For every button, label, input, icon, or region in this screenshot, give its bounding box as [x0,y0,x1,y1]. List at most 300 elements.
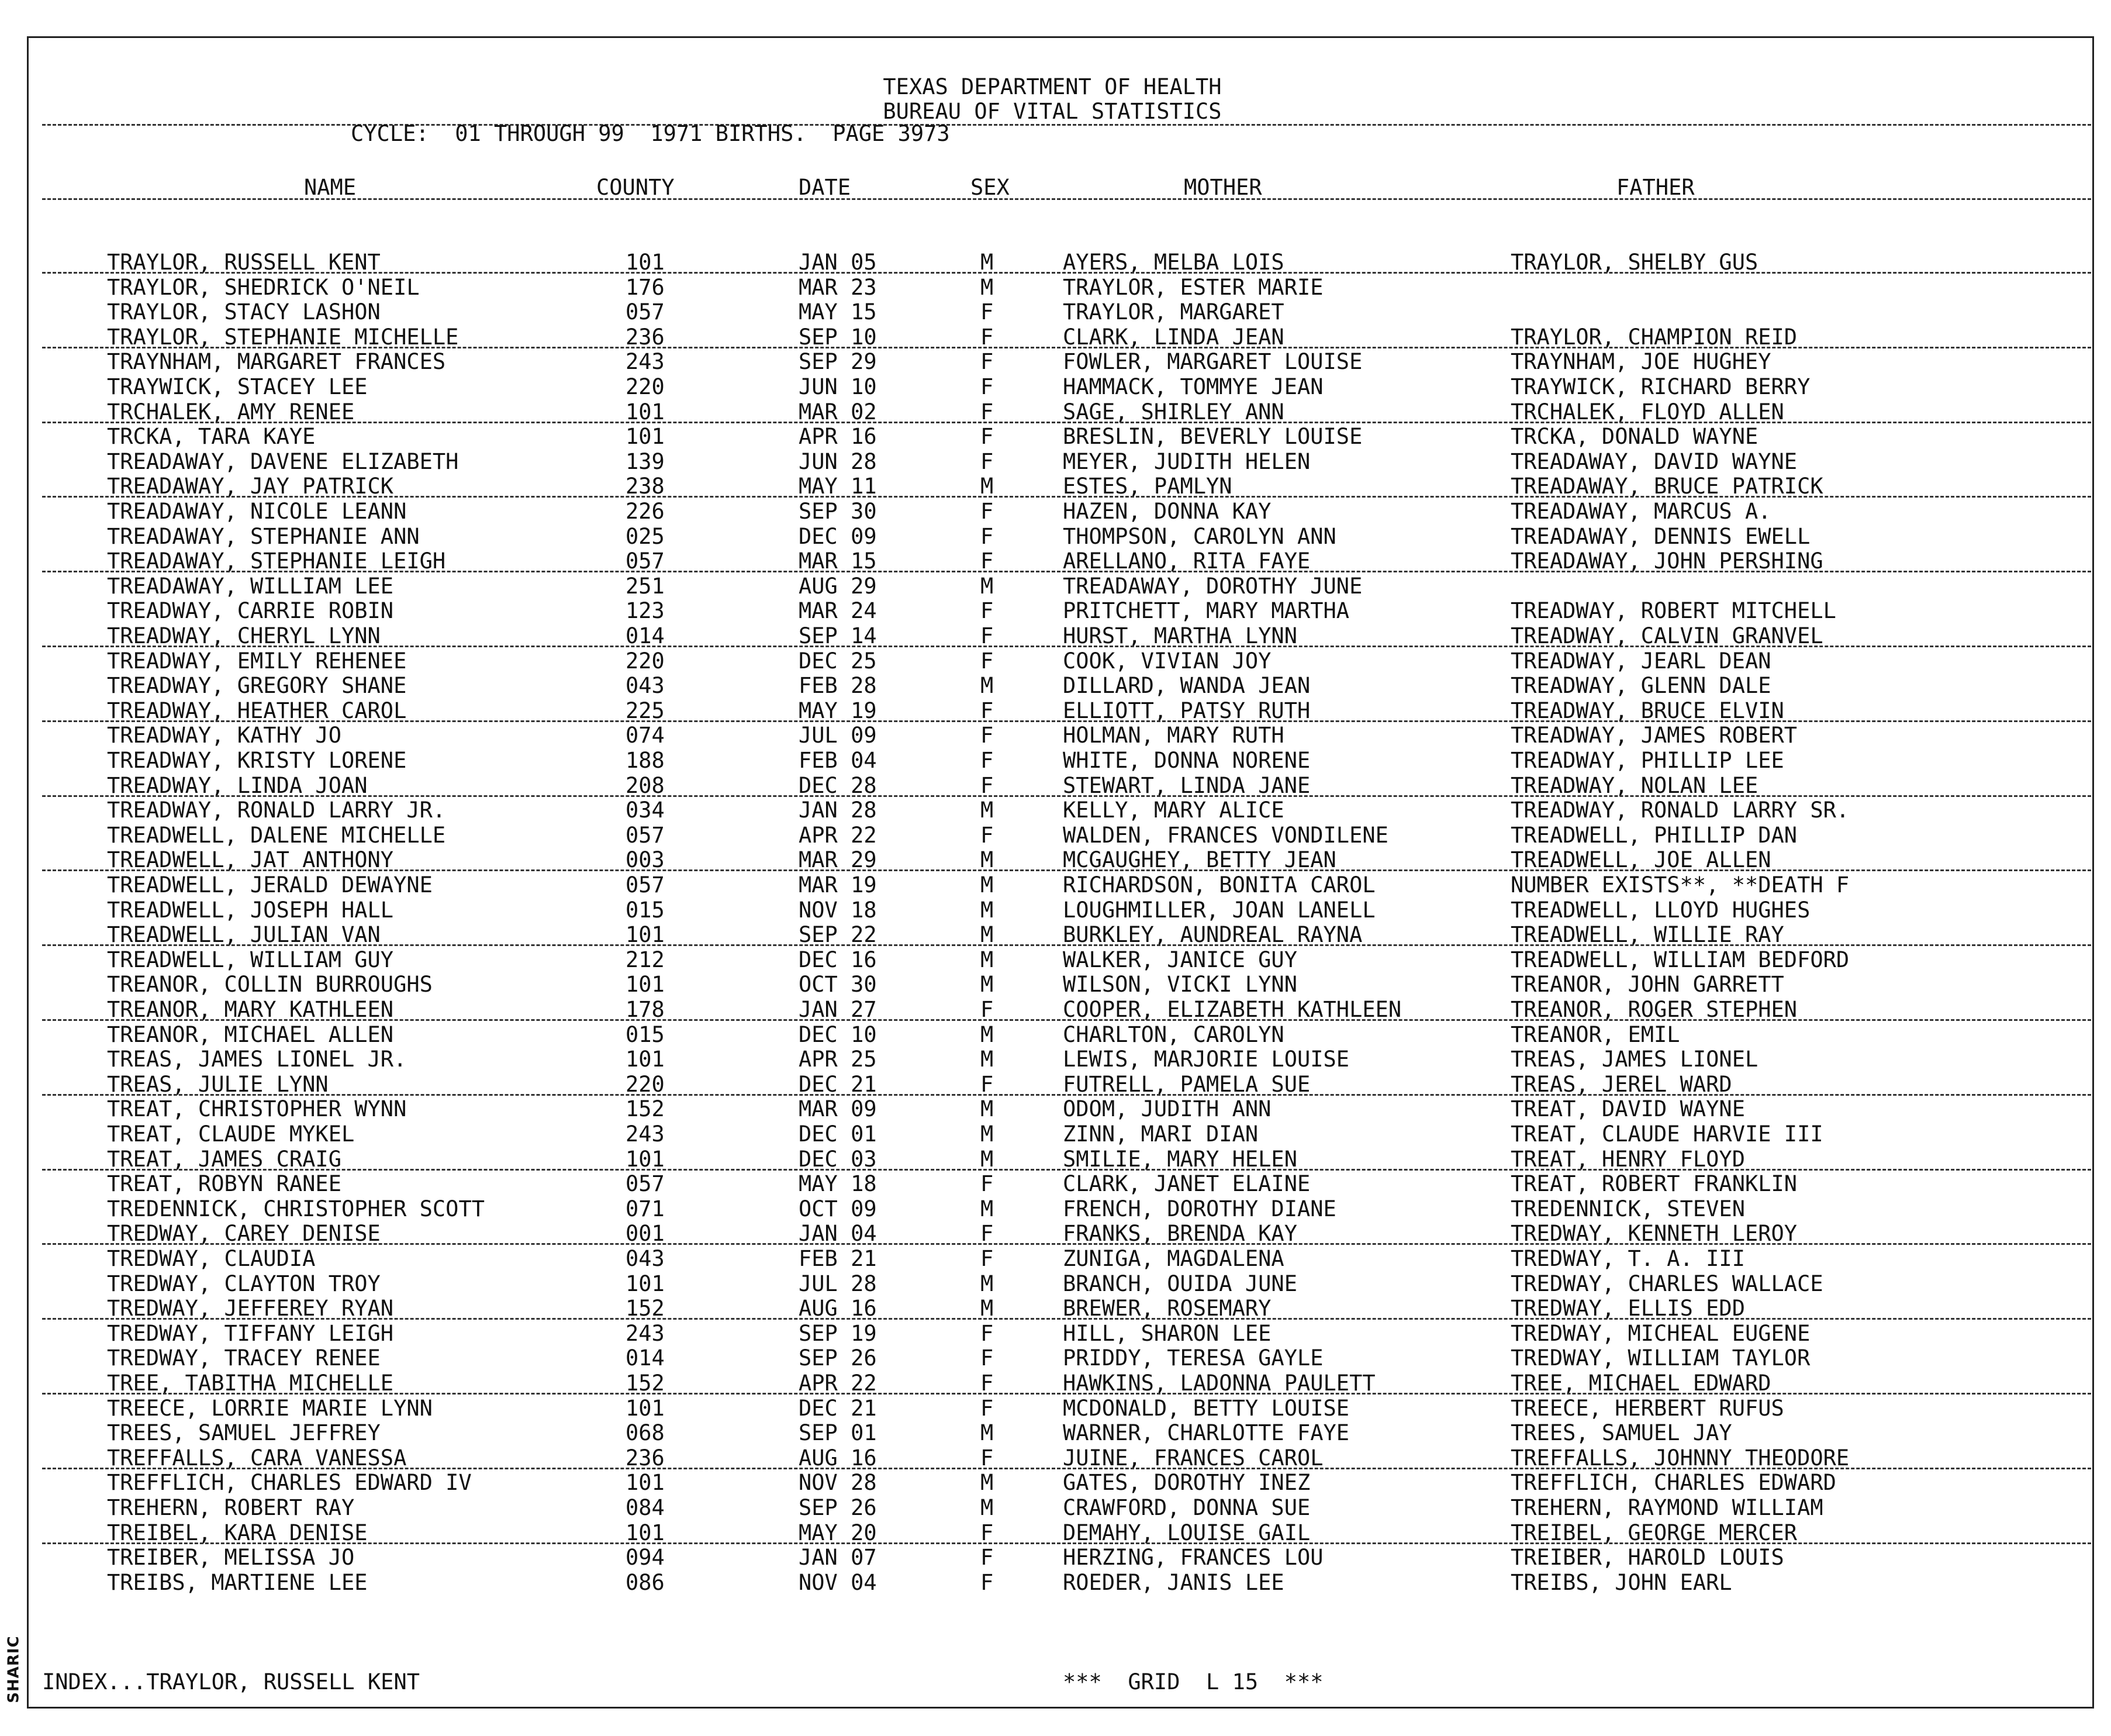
cell-date: APR 22 [799,1371,877,1396]
table-row [0,474,2111,499]
cell-father: TREDWAY, MICHEAL EUGENE [1511,1320,1811,1346]
cell-name: TREAT, CLAUDE MYKEL [107,1121,355,1147]
cell-name: TREADWAY, GREGORY SHANE [107,673,407,699]
cell-name: TREADWAY, KRISTY LORENE [107,748,407,773]
cell-date: DEC 16 [799,947,877,972]
cell-county: 101 [626,424,665,450]
cell-sex: M [980,798,994,823]
row-underline [42,1243,2091,1245]
table-row [0,599,2111,623]
cell-name: TREDWAY, CLAYTON TROY [107,1271,381,1296]
cell-father: TREHERN, RAYMOND WILLIAM [1511,1495,1823,1520]
cell-father: TREDWAY, ELLIS EDD [1511,1296,1745,1321]
cell-sex: M [980,1196,994,1221]
table-row [0,848,2111,872]
cell-mother: WARNER, CHARLOTTE FAYE [1063,1420,1350,1446]
cell-county: 071 [626,1196,665,1221]
table-row [0,400,2111,424]
cell-father: TREDENNICK, STEVEN [1511,1196,1745,1221]
cell-father: TREADWELL, WILLIAM BEDFORD [1511,947,1850,972]
cell-county: 236 [626,1445,665,1471]
row-underline [42,795,2091,797]
cell-father: TREAS, JAMES LIONEL [1511,1047,1758,1072]
table-row [0,1346,2111,1371]
cell-mother: DEMAHY, LOUISE GAIL [1063,1520,1311,1545]
cell-name: TREFFALLS, CARA VANESSA [107,1445,407,1471]
side-label [2,1637,26,1702]
cell-mother: ARELLANO, RITA FAYE [1063,548,1311,574]
cell-father: TREADWAY, JAMES ROBERT [1511,723,1798,748]
cell-mother: WALKER, JANICE GUY [1063,947,1297,972]
cell-date: DEC 25 [799,648,877,674]
cell-father: TREAT, DAVID WAYNE [1511,1096,1745,1122]
cell-mother: HILL, SHARON LEE [1063,1320,1272,1346]
cell-county: 101 [626,1146,665,1172]
row-underline [42,1318,2091,1320]
cell-county: 176 [626,274,665,300]
cell-date: DEC 09 [799,523,877,549]
cell-sex: F [980,1569,994,1595]
table-row [0,723,2111,748]
cell-county: 243 [626,1320,665,1346]
cell-father: TREDWAY, T. A. III [1511,1246,1745,1271]
cell-father: NUMBER EXISTS**, **DEATH F [1511,872,1850,898]
cell-date: DEC 28 [799,772,877,798]
cell-name: TREES, SAMUEL JEFFREY [107,1420,381,1446]
cell-father: TREE, MICHAEL EDWARD [1511,1371,1771,1396]
cell-sex: M [980,1271,994,1296]
cell-father: TREECE, HERBERT RUFUS [1511,1395,1784,1421]
cell-county: 014 [626,1345,665,1371]
table-row [0,1172,2111,1196]
table-row [0,524,2111,549]
side-label-text: SHARIC [5,1635,23,1703]
cell-date: SEP 01 [799,1420,877,1446]
cell-date: APR 22 [799,822,877,848]
column-header-divider [42,198,2091,200]
cell-sex: F [980,1320,994,1346]
cell-father: TREADWAY, PHILLIP LEE [1511,748,1784,773]
cell-name: TREAT, CHRISTOPHER WYNN [107,1096,407,1122]
cell-mother: STEWART, LINDA JANE [1063,772,1311,798]
cell-father: TREIBEL, GEORGE MERCER [1511,1520,1798,1545]
cell-sex: M [980,673,994,699]
cell-county: 101 [626,1271,665,1296]
cell-father: TREAT, HENRY FLOYD [1511,1146,1745,1172]
cell-name: TREAS, JAMES LIONEL JR. [107,1047,407,1072]
cell-name: TREIBS, MARTIENE LEE [107,1569,368,1595]
cell-father: TREADAWAY, MARCUS A. [1511,499,1771,524]
row-underline [42,496,2091,498]
cell-name: TREADWAY, CHERYL LYNN [107,623,381,648]
cell-county: 152 [626,1296,665,1321]
table-row [0,972,2111,997]
cell-father: TREDWAY, KENNETH LEROY [1511,1221,1798,1247]
cell-county: 043 [626,1246,665,1271]
table-row [0,774,2111,798]
cell-date: DEC 10 [799,1021,877,1047]
table-row [0,325,2111,350]
table-row [0,375,2111,399]
cell-name: TRAYLOR, RUSSELL KENT [107,250,381,275]
cell-date: MAY 20 [799,1520,877,1545]
cell-mother: KELLY, MARY ALICE [1063,798,1284,823]
cell-date: SEP 30 [799,499,877,524]
cell-father: TREADWAY, JEARL DEAN [1511,648,1771,674]
cell-mother: HAZEN, DONNA KAY [1063,499,1272,524]
cell-father: TREADAWAY, JOHN PERSHING [1511,548,1823,574]
cell-date: DEC 21 [799,1395,877,1421]
cell-county: 139 [626,448,665,474]
cell-father: TREADWAY, CALVIN GRANVEL [1511,623,1823,648]
cell-mother: JUINE, FRANCES CAROL [1063,1445,1324,1471]
cell-father: TREAT, ROBERT FRANKLIN [1511,1171,1798,1197]
cell-sex: F [980,299,994,325]
cell-father: TRAYWICK, RICHARD BERRY [1511,374,1811,399]
agency-title: TEXAS DEPARTMENT OF HEALTH [883,74,1222,99]
cell-county: 025 [626,523,665,549]
cell-mother: RICHARDSON, BONITA CAROL [1063,872,1376,898]
cell-date: MAR 29 [799,847,877,873]
cell-county: 034 [626,798,665,823]
cell-name: TRCKA, TARA KAYE [107,424,316,450]
cell-name: TREIBEL, KARA DENISE [107,1520,368,1545]
cell-mother: MCGAUGHEY, BETTY JEAN [1063,847,1336,873]
cell-county: 226 [626,499,665,524]
table-row [0,748,2111,773]
cell-county: 101 [626,1395,665,1421]
table-row [0,948,2111,972]
cell-mother: TREADAWAY, DOROTHY JUNE [1063,573,1363,599]
table-row [0,1496,2111,1520]
cell-name: TREADWAY, EMILY REHENEE [107,648,407,674]
cell-father: TREANOR, EMIL [1511,1021,1680,1047]
cell-county: 014 [626,623,665,648]
cell-father: TREADWELL, JOE ALLEN [1511,847,1771,873]
cell-date: NOV 04 [799,1569,877,1595]
cell-father: TREFFLICH, CHARLES EDWARD [1511,1470,1836,1496]
cell-name: TREADWELL, WILLIAM GUY [107,947,394,972]
cell-name: TREANOR, COLLIN BURROUGHS [107,972,433,998]
cell-father: TREIBER, HAROLD LOUIS [1511,1545,1784,1571]
cell-sex: M [980,897,994,923]
table-row [0,1197,2111,1221]
cell-father: TREANOR, ROGER STEPHEN [1511,997,1798,1022]
cell-sex: M [980,872,994,898]
cell-county: 068 [626,1420,665,1446]
cell-sex: F [980,324,994,350]
cell-mother: FOWLER, MARGARET LOUISE [1063,349,1363,375]
column-header-mother: MOTHER [1184,175,1262,200]
table-row [0,574,2111,599]
cell-county: 251 [626,573,665,599]
row-underline [42,1169,2091,1171]
cell-county: 152 [626,1096,665,1122]
cell-county: 178 [626,997,665,1022]
cell-date: FEB 28 [799,673,877,699]
table-row [0,873,2111,898]
cell-name: TREADWELL, JULIAN VAN [107,922,381,948]
cell-county: 101 [626,399,665,424]
cell-mother: PRIDDY, TERESA GAYLE [1063,1345,1324,1371]
cell-sex: F [980,723,994,748]
table-row [0,1446,2111,1471]
column-header-date: DATE [799,175,851,200]
cell-county: 101 [626,922,665,948]
table-row [0,674,2111,698]
table-row [0,1421,2111,1445]
cell-date: SEP 26 [799,1345,877,1371]
cell-mother: PRITCHETT, MARY MARTHA [1063,598,1350,624]
cell-name: TREDWAY, CAREY DENISE [107,1221,381,1247]
bureau-title: BUREAU OF VITAL STATISTICS [883,99,1222,124]
cell-date: DEC 03 [799,1146,877,1172]
table-row [0,549,2111,574]
cell-date: JUL 28 [799,1271,877,1296]
cell-father: TREFFALLS, JOHNNY THEODORE [1511,1445,1850,1471]
cell-father: TREANOR, JOHN GARRETT [1511,972,1784,998]
cell-name: TREADWAY, KATHY JO [107,723,341,748]
table-row [0,450,2111,474]
cell-county: 188 [626,748,665,773]
cell-date: MAR 24 [799,598,877,624]
cell-name: TREADAWAY, WILLIAM LEE [107,573,394,599]
cell-name: TREAT, JAMES CRAIG [107,1146,341,1172]
cell-mother: WALDEN, FRANCES VONDILENE [1063,822,1388,848]
cell-date: OCT 30 [799,972,877,998]
cell-father: TREADWELL, LLOYD HUGHES [1511,897,1811,923]
cell-name: TREADAWAY, NICOLE LEANN [107,499,407,524]
cell-date: SEP 22 [799,922,877,948]
cell-name: TREADAWAY, STEPHANIE LEIGH [107,548,446,574]
cell-mother: FRANKS, BRENDA KAY [1063,1221,1297,1247]
cell-county: 086 [626,1569,665,1595]
table-row [0,798,2111,823]
cell-sex: F [980,1371,994,1396]
row-underline [42,1019,2091,1021]
cell-father: TREAT, CLAUDE HARVIE III [1511,1121,1823,1147]
cell-sex: M [980,1096,994,1122]
cell-sex: M [980,1420,994,1446]
cell-mother: BURKLEY, AUNDREAL RAYNA [1063,922,1363,948]
table-row [0,350,2111,374]
cell-name: TREADWAY, CARRIE ROBIN [107,598,394,624]
cell-sex: F [980,1445,994,1471]
cell-sex: F [980,698,994,723]
cell-father: TREADAWAY, DAVID WAYNE [1511,448,1798,474]
cell-county: 236 [626,324,665,350]
cell-mother: WHITE, DONNA NORENE [1063,748,1311,773]
cell-mother: ESTES, PAMLYN [1063,474,1232,499]
cell-name: TRAYLOR, STACY LASHON [107,299,381,325]
cell-mother: COOPER, ELIZABETH KATHLEEN [1063,997,1402,1022]
cell-county: 101 [626,1470,665,1496]
table-row [0,1122,2111,1147]
cell-county: 101 [626,1047,665,1072]
table-row [0,1321,2111,1346]
cell-mother: GATES, DOROTHY INEZ [1063,1470,1311,1496]
cell-name: TREADWELL, JOSEPH HALL [107,897,394,923]
table-row [0,1247,2111,1271]
cell-date: NOV 28 [799,1470,877,1496]
table-row [0,1147,2111,1172]
row-underline [42,944,2091,946]
cell-sex: F [980,424,994,450]
cell-father: TREES, SAMUEL JAY [1511,1420,1732,1446]
cell-sex: F [980,448,994,474]
cell-county: 084 [626,1495,665,1520]
cell-county: 220 [626,374,665,399]
table-row [0,998,2111,1022]
cell-date: MAR 19 [799,872,877,898]
cell-sex: M [980,947,994,972]
cell-county: 101 [626,1520,665,1545]
cell-sex: M [980,1470,994,1496]
cell-county: 225 [626,698,665,723]
table-row [0,1571,2111,1595]
cell-name: TREECE, LORRIE MARIE LYNN [107,1395,433,1421]
cell-mother: ZUNIGA, MAGDALENA [1063,1246,1284,1271]
cell-mother: MEYER, JUDITH HELEN [1063,448,1311,474]
cell-date: JAN 05 [799,250,877,275]
cell-sex: F [980,598,994,624]
cell-date: JAN 27 [799,997,877,1022]
cell-sex: M [980,847,994,873]
cell-mother: THOMPSON, CAROLYN ANN [1063,523,1336,549]
cell-sex: F [980,349,994,375]
cell-date: APR 16 [799,424,877,450]
cycle-line: CYCLE: 01 THROUGH 99 1971 BIRTHS. PAGE 3973 [351,121,950,146]
cell-mother: BRANCH, OUIDA JUNE [1063,1271,1297,1296]
cell-name: TREADAWAY, DAVENE ELIZABETH [107,448,459,474]
cell-county: 001 [626,1221,665,1247]
cell-sex: M [980,250,994,275]
cell-county: 057 [626,822,665,848]
cell-sex: F [980,1246,994,1271]
cell-date: AUG 16 [799,1445,877,1471]
column-header-name: NAME [304,175,357,200]
cell-sex: F [980,1171,994,1197]
cell-date: MAY 11 [799,474,877,499]
cell-name: TREADAWAY, JAY PATRICK [107,474,394,499]
cell-sex: F [980,1545,994,1571]
cell-name: TRCHALEK, AMY RENEE [107,399,355,424]
cell-date: DEC 01 [799,1121,877,1147]
cell-date: SEP 10 [799,324,877,350]
cell-county: 015 [626,1021,665,1047]
row-underline [42,646,2091,647]
cell-county: 212 [626,947,665,972]
cell-name: TREFFLICH, CHARLES EDWARD IV [107,1470,472,1496]
cell-mother: FUTRELL, PAMELA SUE [1063,1071,1311,1097]
cell-county: 123 [626,598,665,624]
cell-sex: M [980,972,994,998]
cell-county: 015 [626,897,665,923]
cell-date: MAR 23 [799,274,877,300]
cell-date: SEP 26 [799,1495,877,1520]
cell-name: TREADAWAY, STEPHANIE ANN [107,523,420,549]
cell-mother: CHARLTON, CAROLYN [1063,1021,1284,1047]
cell-date: APR 25 [799,1047,877,1072]
cell-county: 243 [626,1121,665,1147]
cell-mother: ELLIOTT, PATSY RUTH [1063,698,1311,723]
cell-father: TREADWAY, GLENN DALE [1511,673,1771,699]
cell-county: 101 [626,972,665,998]
cell-sex: M [980,1021,994,1047]
cell-county: 238 [626,474,665,499]
cell-father: TREAS, JEREL WARD [1511,1071,1732,1097]
cell-father: TRCKA, DONALD WAYNE [1511,424,1758,450]
table-row [0,275,2111,300]
table-row [0,923,2111,947]
cell-father: TREADAWAY, DENNIS EWELL [1511,523,1811,549]
cell-county: 152 [626,1371,665,1396]
cell-sex: F [980,997,994,1022]
cell-father: TREDWAY, WILLIAM TAYLOR [1511,1345,1811,1371]
cell-mother: CRAWFORD, DONNA SUE [1063,1495,1311,1520]
cell-date: FEB 04 [799,748,877,773]
row-underline [42,1542,2091,1544]
cell-mother: SMILIE, MARY HELEN [1063,1146,1297,1172]
cell-name: TREDWAY, CLAUDIA [107,1246,316,1271]
cell-father: TRCHALEK, FLOYD ALLEN [1511,399,1784,424]
table-row [0,624,2111,648]
cell-date: AUG 29 [799,573,877,599]
cell-mother: TRAYLOR, MARGARET [1063,299,1284,325]
cell-date: JUN 10 [799,374,877,399]
cell-sex: F [980,499,994,524]
cell-county: 208 [626,772,665,798]
cell-county: 243 [626,349,665,375]
cell-county: 057 [626,872,665,898]
cell-county: 057 [626,548,665,574]
cell-name: TRAYLOR, STEPHANIE MICHELLE [107,324,459,350]
cell-mother: HURST, MARTHA LYNN [1063,623,1297,648]
cell-date: SEP 14 [799,623,877,648]
cell-mother: AYERS, MELBA LOIS [1063,250,1284,275]
cell-father: TREADAWAY, BRUCE PATRICK [1511,474,1823,499]
cell-mother: ROEDER, JANIS LEE [1063,1569,1284,1595]
row-underline [42,869,2091,871]
cell-name: TREADWELL, JERALD DEWAYNE [107,872,433,898]
cell-sex: F [980,548,994,574]
cell-sex: M [980,922,994,948]
cell-name: TREIBER, MELISSA JO [107,1545,355,1571]
cell-name: TREADWAY, LINDA JOAN [107,772,368,798]
cell-name: TREANOR, MARY KATHLEEN [107,997,394,1022]
table-row [0,1221,2111,1246]
cell-sex: F [980,1221,994,1247]
cell-date: MAR 15 [799,548,877,574]
column-header-county: COUNTY [596,175,675,200]
cell-date: MAY 19 [799,698,877,723]
cell-county: 074 [626,723,665,748]
table-row [0,424,2111,449]
cell-father: TRAYLOR, SHELBY GUS [1511,250,1758,275]
cell-sex: F [980,399,994,424]
cell-county: 057 [626,1171,665,1197]
cell-father: TREADWELL, WILLIE RAY [1511,922,1784,948]
cell-mother: WILSON, VICKI LYNN [1063,972,1297,998]
table-row [0,898,2111,923]
cell-sex: M [980,1296,994,1321]
cell-mother: MCDONALD, BETTY LOUISE [1063,1395,1350,1421]
cell-mother: LOUGHMILLER, JOAN LANELL [1063,897,1376,923]
table-row [0,499,2111,524]
cell-date: JAN 04 [799,1221,877,1247]
cell-name: TREE, TABITHA MICHELLE [107,1371,394,1396]
cell-date: MAR 02 [799,399,877,424]
